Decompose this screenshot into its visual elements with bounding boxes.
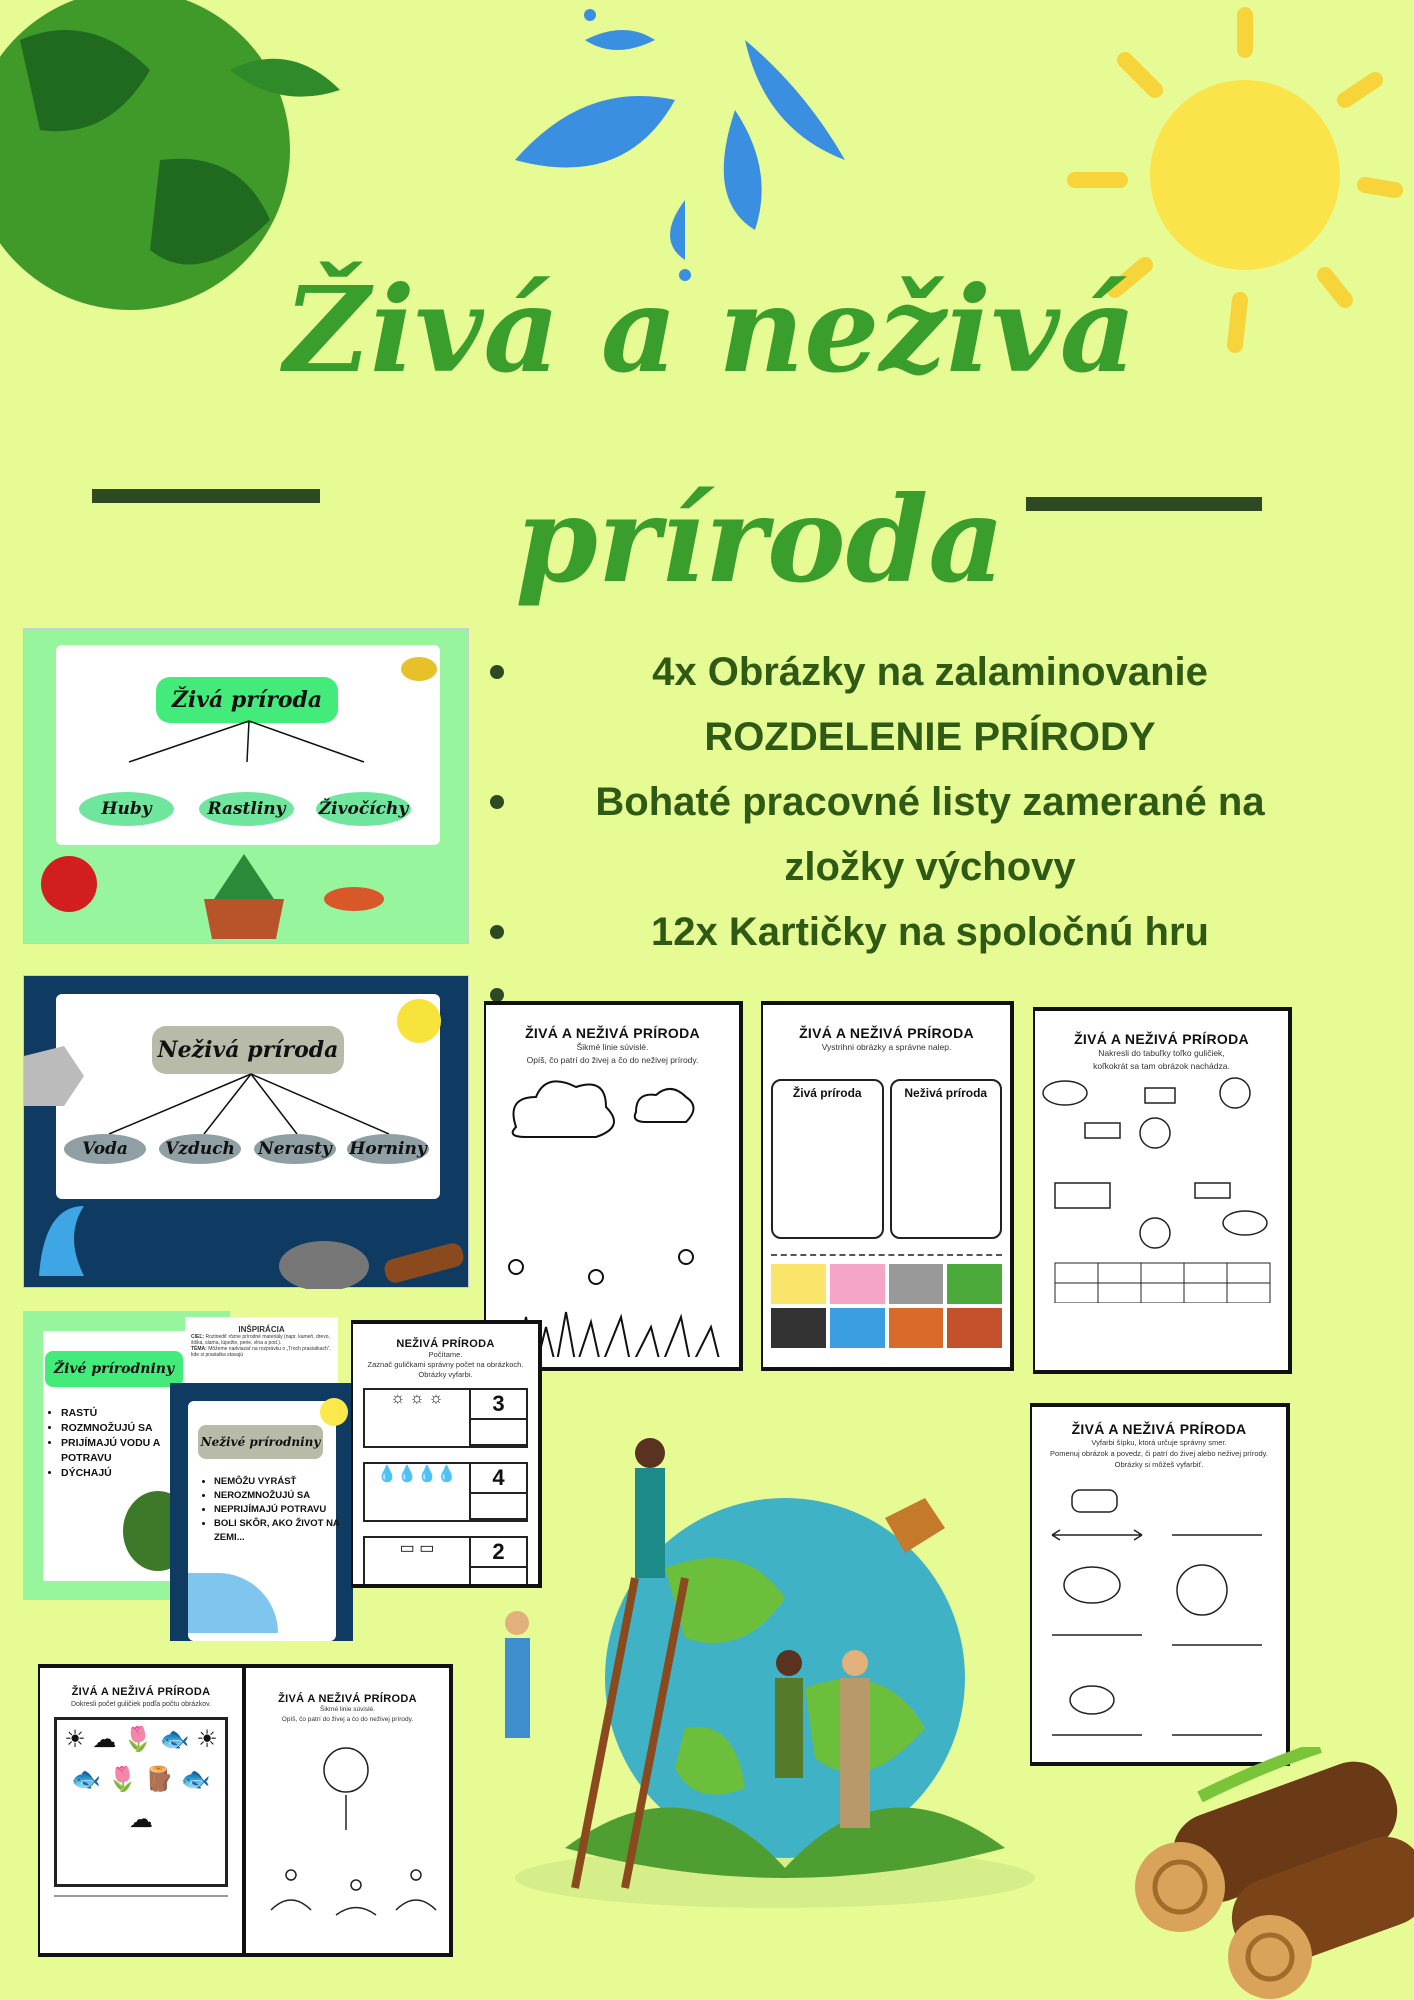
objects-drawing <box>1035 1073 1290 1303</box>
poster-item: • NEPRIJÍMAJÚ POTRAVU <box>214 1503 342 1517</box>
poster-item: • ROZMNOŽUJÚ SA <box>61 1421 170 1436</box>
rock-icon <box>279 1241 369 1289</box>
worksheet-title: ŽIVÁ A NEŽIVÁ PRÍRODA <box>1071 1421 1247 1437</box>
stone-icon <box>24 1046 84 1106</box>
plant-pot-icon <box>204 899 284 939</box>
worksheet-instruction: Nakresli do tabuľky toľko guličiek, <box>1098 1048 1225 1058</box>
globe-people-illustration <box>485 1428 1045 1918</box>
logs-icon <box>1110 1747 1414 2000</box>
title-line-2: príroda <box>515 470 1005 609</box>
count-row-bricks: ▭ ▭ 2 <box>363 1536 528 1588</box>
worksheet-title: ŽIVÁ A NEŽIVÁ PRÍRODA <box>1074 1031 1249 1047</box>
bullet-icon <box>490 988 504 1002</box>
card-title: Živá príroda <box>156 677 338 723</box>
poster-nonliving-things <box>170 1383 353 1641</box>
count-value: 4 <box>471 1464 526 1494</box>
goal-text: Roztriediť rôzne prírodné materiály (napr. kameň, drevo, šiška, slama, lúpežie, perie, vlna a pod.). <box>191 1334 330 1346</box>
cutout-pictures <box>771 1254 1002 1348</box>
inspiration-sheet <box>185 1317 338 1390</box>
sun-flowers-drawing <box>246 1725 451 1925</box>
worksheet-count <box>1033 1007 1292 1374</box>
poster-item: • DÝCHAJÚ <box>61 1466 170 1481</box>
poster-item: • RASTÚ <box>61 1406 170 1421</box>
pictures-box: ☀ ☁ 🌷 🐟 ☀ 🐟 🌷 🪵 🐟 ☁ <box>54 1717 228 1887</box>
bee-icon <box>401 657 437 681</box>
worksheet-instruction: Opíš, čo patrí do živej a čo do neživej prírody. <box>281 1716 414 1723</box>
log-icon <box>382 1241 465 1285</box>
poster-item: • BOLI SKÔR, AKO ŽIVOT NA ZEMI... <box>214 1517 342 1545</box>
worksheet-title: NEŽIVÁ PRÍRODA <box>396 1338 495 1350</box>
worksheet-title: ŽIVÁ A NEŽIVÁ PRÍRODA <box>799 1025 974 1041</box>
divider-right <box>1026 497 1262 511</box>
worksheet-instruction: Pomenuj obrázok a povedz, či patrí do živej alebo neživej prírody. <box>1050 1449 1268 1458</box>
count-value: 2 <box>471 1538 526 1568</box>
worksheet-arrows <box>1030 1403 1290 1766</box>
worksheet-lines <box>484 1001 743 1371</box>
topic-text: Môžeme nadviazať na rozprávku o „Troch prasiatkach“, kde si prasiatka stavajú <box>191 1346 331 1358</box>
worksheet-instruction: koľkokrát sa tam obrázok nachádza. <box>1093 1061 1230 1071</box>
worksheet-title: ŽIVÁ A NEŽIVÁ PRÍRODA <box>278 1693 417 1705</box>
worksheet-instruction: Dokresli počet guličiek podľa počtu obrázkov. <box>70 1701 212 1708</box>
fox-icon <box>324 887 384 911</box>
worksheet-instruction: Obrázky si môžeš vyfarbiť. <box>1114 1460 1204 1469</box>
person-icon <box>635 1468 665 1578</box>
column-nonliving: Neživá príroda <box>890 1079 1003 1239</box>
card-item: Huby <box>79 792 174 826</box>
feature-item: Bohaté pracovné listy zamerané na <box>595 780 1265 824</box>
goal-label: CIEĽ: <box>191 1334 205 1340</box>
poster-item: • PRIJÍMAJÚ VODU A POTRAVU <box>61 1436 170 1466</box>
worksheet-sort <box>761 1001 1014 1371</box>
worksheet-instruction: Obrázky vyfarbi. <box>418 1370 473 1379</box>
card-item: Živočíchy <box>316 792 411 826</box>
card-item: Horniny <box>347 1134 429 1164</box>
card-item: Rastliny <box>199 792 294 826</box>
water-drops-icon <box>505 0 875 290</box>
poster-item: • NEROZMNOŽUJÚ SA <box>214 1489 342 1503</box>
feature-item: ROZDELENIE PRÍRODY <box>704 715 1156 759</box>
worksheet-instruction: Šikmé linie súvislé. <box>576 1042 649 1052</box>
clouds-drawing <box>486 1067 741 1357</box>
mushroom-icon <box>41 856 97 912</box>
card-living-nature <box>23 628 469 944</box>
column-living: Živá príroda <box>771 1079 884 1239</box>
card-item: Voda <box>64 1134 146 1164</box>
feature-item: zložky výchovy <box>784 845 1076 889</box>
bullet-icon <box>490 795 504 809</box>
sun-icon <box>320 1398 348 1426</box>
poster-title: Neživé prírodniny <box>198 1425 323 1459</box>
poster-item: • NEMÔŽU VYRÁSŤ <box>214 1475 342 1489</box>
count-row-drops: 💧💧💧💧 4 <box>363 1462 528 1522</box>
worksheet-title: ŽIVÁ A NEŽIVÁ PRÍRODA <box>525 1025 700 1041</box>
count-value: 3 <box>471 1390 526 1420</box>
topic-label: TÉMA: <box>191 1346 207 1352</box>
feature-list <box>480 640 1380 965</box>
worksheet-draw-balls <box>38 1664 244 1957</box>
arrows-drawing <box>1032 1470 1287 1750</box>
worksheet-instruction: Vyfarbi šípku, ktorá určuje správny smer. <box>1091 1438 1227 1447</box>
count-row-suns: ☼ ☼ ☼ 3 <box>363 1388 528 1448</box>
worksheet-instruction: Počítame. <box>428 1350 463 1359</box>
worksheet-title: ŽIVÁ A NEŽIVÁ PRÍRODA <box>71 1686 211 1698</box>
feature-item: 4x Obrázky na zalaminovanie <box>652 650 1208 694</box>
worksheet-instruction: Šikmé linie súvislé. <box>320 1706 375 1713</box>
divider-left <box>92 489 320 503</box>
worksheet-instruction: Zaznač guličkami správny počet na obrázkoch. <box>367 1360 524 1369</box>
inspiration-title: INŠPIRÁCIA <box>238 1325 285 1334</box>
feature-item: 12x Kartičky na spoločnú hru <box>651 910 1209 954</box>
worksheet-lines-2 <box>244 1664 453 1957</box>
bullet-icon <box>490 925 504 939</box>
title-line-1: Živá a neživá <box>283 260 1137 399</box>
card-item: Nerasty <box>254 1134 336 1164</box>
card-item: Vzduch <box>159 1134 241 1164</box>
water-wave-icon <box>39 1206 84 1276</box>
poster-title: Živé prírodniny <box>45 1351 183 1387</box>
worksheet-instruction: Opíš, čo patrí do živej a čo do neživej prírody. <box>526 1055 699 1065</box>
bullet-icon <box>490 665 504 679</box>
sun-icon <box>397 999 441 1043</box>
card-title: Neživá príroda <box>152 1026 344 1074</box>
card-nonliving-nature <box>23 975 469 1288</box>
worksheet-instruction: Vystrihni obrázky a správne nalep. <box>821 1042 952 1052</box>
